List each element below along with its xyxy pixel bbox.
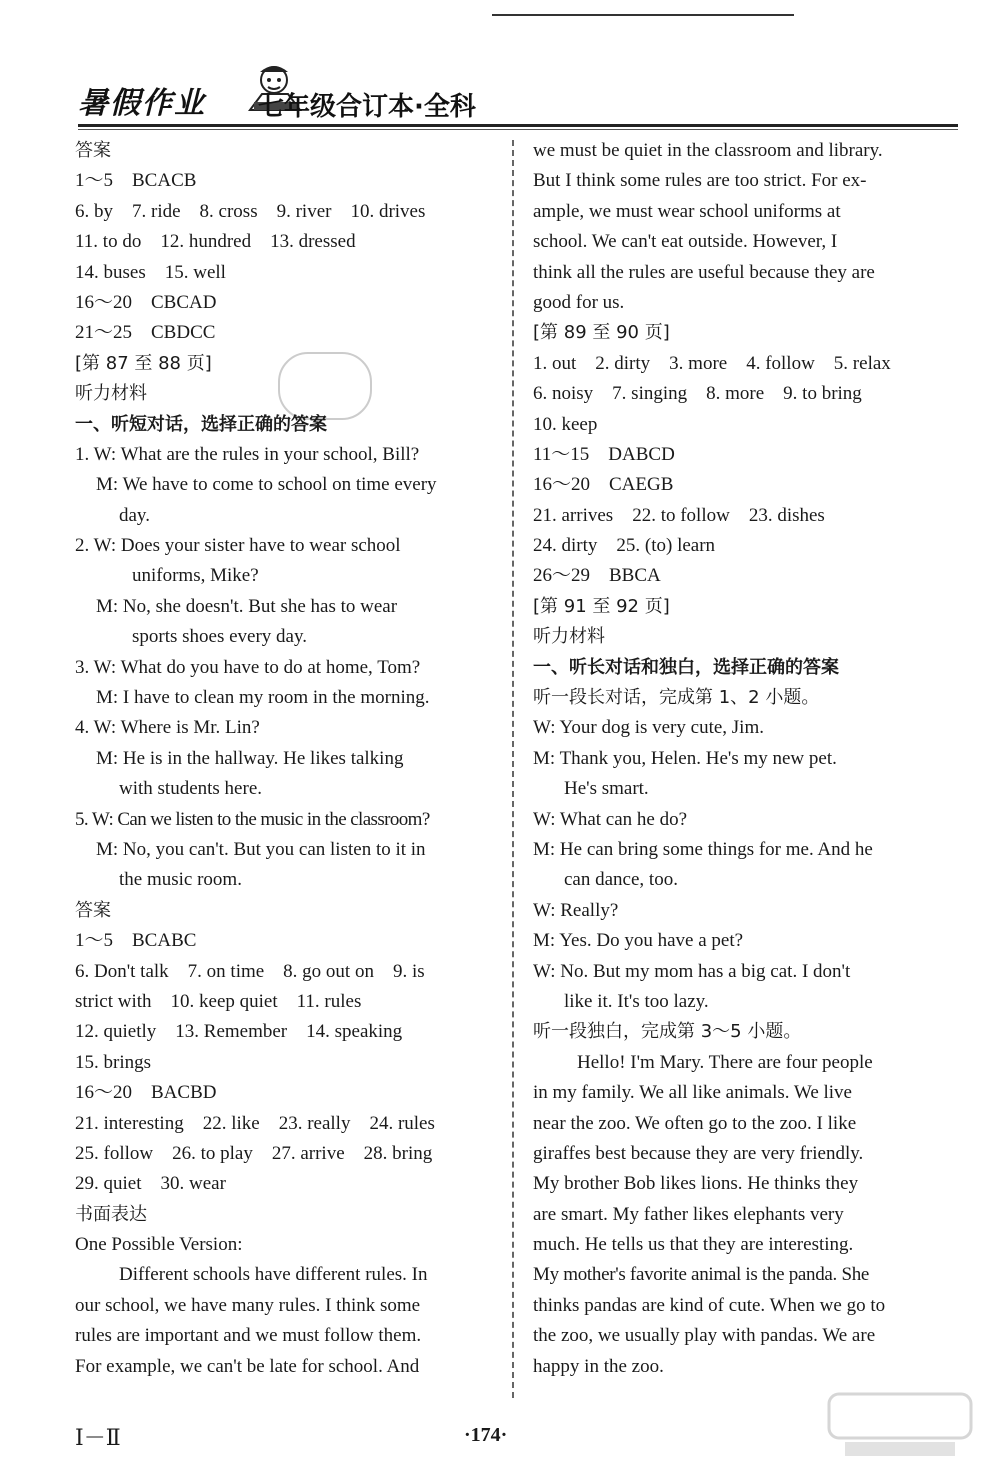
answer-line: 14. buses 15. well [75,261,226,283]
answer-line: 11. to do 12. hundred 13. dressed [75,231,356,253]
dialogue-line: 2. W: Does your sister have to wear school [75,535,401,557]
header-rule-thin [78,129,958,130]
dialogue-line: M: No, she doesn't. But she has to wear [96,595,398,617]
answer-line: 6. by 7. ride 8. cross 9. river 10. drives [75,200,426,222]
answer-line: 24. dirty 25. (to) learn [533,535,716,557]
instruction-line: 听一段长对话，完成第 1、2 小题。 [533,687,820,709]
dialogue-line: 4. W: Where is Mr. Lin? [75,717,260,739]
dialogue-line: W: Really? [533,899,619,921]
answer-line: 16～20 CBCAD [75,291,217,313]
page-range-heading: [第 91 至 92 页] [533,595,670,617]
dialogue-line: 5. W: Can we listen to the music in the classroom? [75,808,430,830]
answer-line: 21. interesting 22. like 23. really 24. rules [75,1112,435,1134]
dialogue-line: with students here. [119,778,263,800]
answer-line: 26～29 BBCA [533,565,661,587]
answer-line: strict with 10. keep quiet 11. rules [75,990,362,1012]
answers-heading: 答案 [75,899,111,921]
answers-heading: 答案 [75,140,111,161]
monologue-line: are smart. My father likes elephants very [533,1203,844,1225]
listening-heading: 听力材料 [533,626,605,648]
dialogue-line: M: Yes. Do you have a pet? [533,930,744,952]
answer-line: 21～25 CBDCC [75,322,216,344]
answer-line: 1～5 BCACB [75,170,197,192]
monologue-line: near the zoo. We often go to the zoo. I like [533,1112,857,1134]
page-range-heading: [第 87 至 88 页] [75,352,212,374]
essay-line: school. We can't eat outside. However, I [533,231,838,253]
answer-line: 16～20 BACBD [75,1082,217,1104]
answer-line: 6. noisy 7. singing 8. more 9. to bring [533,383,862,405]
series-title: 暑假作业 [78,86,206,121]
essay-line: think all the rules are useful because they are [533,261,875,283]
listening-heading: 听力材料 [75,383,147,405]
monologue-line: thinks pandas are kind of cute. When we go to [533,1294,886,1316]
right-column [533,136,953,1382]
writing-heading: 书面表达 [75,1203,147,1225]
dialogue-line: sports shoes every day. [132,626,308,648]
dialogue-line: the music room. [119,869,242,891]
top-rule [492,14,794,16]
monologue-line: giraffes best because they are very friendly. [533,1142,864,1164]
essay-line: we must be quiet in the classroom and library. [533,140,883,161]
essay-line: ample, we must wear school uniforms at [533,200,841,222]
monologue-line: Hello! I'm Mary. There are four people [577,1051,873,1073]
section-heading: 一、听短对话，选择正确的答案 [75,413,327,435]
dialogue-line: like it. It's too lazy. [564,990,709,1012]
left-column [75,136,495,1382]
dialogue-line: day. [119,504,150,526]
monologue-line: My brother Bob likes lions. He thinks they [533,1173,859,1195]
answer-line: 1～5 BCABC [75,930,197,952]
essay-line: But I think some rules are too strict. For ex- [533,170,867,192]
answer-line: 1. out 2. dirty 3. more 4. follow 5. relax [533,352,891,374]
monologue-line: happy in the zoo. [533,1355,664,1377]
answer-line: 10. keep [533,413,598,435]
answer-line: 11～15 DABCD [533,443,675,465]
monologue-line: My mother's favorite animal is the panda. She [533,1264,870,1286]
dialogue-line: He's smart. [564,778,649,800]
dialogue-line: W: What can he do? [533,808,688,830]
monologue-line: in my family. We all like animals. We live [533,1082,852,1104]
answer-line: 16～20 CAEGB [533,474,674,496]
watermark-logo-icon [825,1388,975,1460]
header-rule [78,124,958,127]
answer-line: 29. quiet 30. wear [75,1173,226,1195]
monologue-line: much. He tells us that they are interesting. [533,1234,854,1256]
dialogue-line: can dance, too. [564,869,678,891]
essay-line: Different schools have different rules. In [119,1264,428,1286]
dialogue-line: 1. W: What are the rules in your school, Bill? [75,443,420,465]
page-header [78,58,958,128]
instruction-line: 听一段独白，完成第 3～5 小题。 [533,1021,802,1043]
dialogue-line: 3. W: What do you have to do at home, Tom? [75,656,421,678]
dialogue-line: W: Your dog is very cute, Jim. [533,717,764,739]
page-number: ·174· [464,1424,508,1446]
essay-line: One Possible Version: [75,1234,243,1256]
dialogue-line: M: He can bring some things for me. And he [533,838,873,860]
answer-line: 12. quietly 13. Remember 14. speaking [75,1021,403,1043]
column-divider [512,140,514,1398]
dialogue-line: M: I have to clean my room in the morning. [96,687,430,709]
section-heading: 一、听长对话和独白，选择正确的答案 [533,656,839,678]
book-title: 七年级合订本·全科 [258,92,476,122]
essay-line: our school, we have many rules. I think some [75,1294,421,1316]
dialogue-line: M: No, you can't. But you can listen to it in [96,838,426,860]
page-range-heading: [第 89 至 90 页] [533,322,670,344]
dialogue-line: M: He is in the hallway. He likes talking [96,747,404,769]
answer-line: 21. arrives 22. to follow 23. dishes [533,504,825,526]
answer-line: 15. brings [75,1051,151,1073]
volume-label: Ⅰ－Ⅱ [75,1425,121,1450]
essay-line: rules are important and we must follow them. [75,1325,422,1347]
dialogue-line: W: No. But my mom has a big cat. I don't [533,960,851,982]
dialogue-line: M: We have to come to school on time every [96,474,437,496]
essay-line: good for us. [533,291,625,313]
dialogue-line: M: Thank you, Helen. He's my new pet. [533,747,837,769]
monologue-line: the zoo, we usually play with pandas. We are [533,1325,876,1347]
dialogue-line: uniforms, Mike? [132,565,259,587]
answer-line: 6. Don't talk 7. on time 8. go out on 9. is [75,960,425,982]
answer-line: 25. follow 26. to play 27. arrive 28. bring [75,1142,433,1164]
essay-line: For example, we can't be late for school. And [75,1355,420,1377]
